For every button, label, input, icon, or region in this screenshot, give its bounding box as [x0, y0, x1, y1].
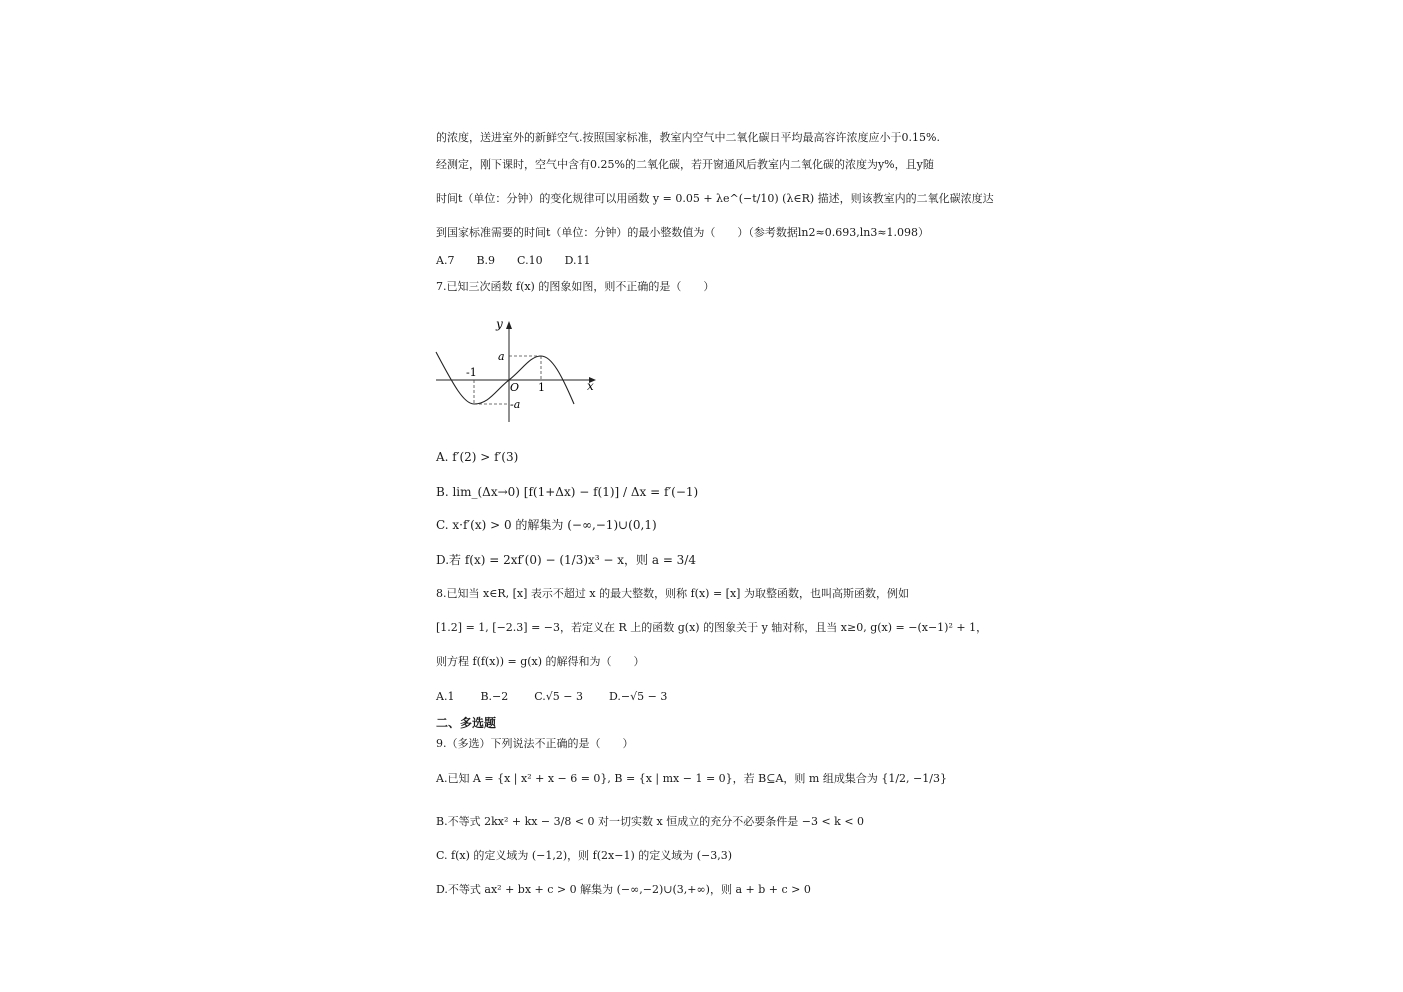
- label-y: y: [496, 317, 503, 331]
- label-neg-one: -1: [466, 366, 477, 379]
- q6-option-b: B.9: [476, 254, 496, 267]
- q8-option-c: C.√5 − 3: [534, 690, 583, 703]
- q7-option-b: B. lim_(Δx→0) [f(1+Δx) − f(1)] / Δx = f′(−1): [436, 485, 699, 499]
- q8-option-a: A.1: [436, 690, 455, 703]
- label-a: a: [498, 350, 505, 363]
- q6-line-2: 经测定，刚下课时，空气中含有0.25%的二氧化碳，若开窗通风后教室内二氧化碳的浓度为y%，且y随: [436, 158, 934, 171]
- q7-option-d: D.若 f(x) = 2xf′(0) − (1/3)x³ − x，则 a = 3/4: [436, 553, 696, 567]
- q6-line-3: 时间t（单位：分钟）的变化规律可以用函数 y = 0.05 + λe^(−t/10) (λ∈R) 描述，则该教室内的二氧化碳浓度达: [436, 192, 994, 205]
- q9-option-d: D.不等式 ax² + bx + c > 0 解集为 (−∞,−2)∪(3,+∞)，则 a + b + c > 0: [436, 883, 811, 896]
- y-axis-arrow: [506, 321, 512, 329]
- label-origin: O: [510, 381, 520, 394]
- q6-line-1: 的浓度，送进室外的新鲜空气.按照国家标准，教室内空气中二氧化碳日平均最高容许浓度应小于0.15%.: [436, 131, 940, 144]
- q6-line-4: 到国家标准需要的时间t（单位：分钟）的最小整数值为（ ）（参考数据ln2≈0.693,ln3≈1.098）: [436, 226, 930, 239]
- label-x: x: [587, 379, 594, 393]
- q9-stem: 9.（多选）下列说法不正确的是（ ）: [436, 737, 634, 750]
- q8-line-2: [1.2] = 1, [−2.3] = −3，若定义在 R 上的函数 g(x) 的图象关于 y 轴对称，且当 x≥0, g(x) = −(x−1)² + 1，: [436, 621, 988, 634]
- q9-option-b: B.不等式 2kx² + kx − 3/8 < 0 对一切实数 x 恒成立的充分不必要条件是 −3 < k < 0: [436, 815, 865, 828]
- label-neg-a: -a: [510, 398, 521, 411]
- q7-stem: 7.已知三次函数 f(x) 的图象如图，则不正确的是（ ）: [436, 280, 715, 293]
- q8-option-b: B.−2: [480, 690, 509, 703]
- q9-option-a: A.已知 A = {x | x² + x − 6 = 0}, B = {x | mx − 1 = 0}，若 B⊆A，则 m 组成集合为 {1/2, −1/3}: [436, 772, 947, 785]
- q7-option-a: A. f′(2) > f′(3): [436, 450, 519, 464]
- cubic-function-graph: [434, 316, 604, 426]
- cubic-curve: [436, 352, 574, 404]
- q7-option-c: C. x·f′(x) > 0 的解集为 (−∞,−1)∪(0,1): [436, 518, 657, 532]
- q9-option-c: C. f(x) 的定义域为 (−1,2)，则 f(2x−1) 的定义域为 (−3,3): [436, 849, 733, 862]
- q6-option-a: A.7: [436, 254, 455, 267]
- q6-option-d: D.11: [564, 254, 591, 267]
- q6-option-c: C.10: [517, 254, 543, 267]
- q8-line-3: 则方程 f(f(x)) = g(x) 的解得和为（ ）: [436, 655, 645, 668]
- q6-options: [436, 254, 613, 268]
- q8-option-d: D.−√5 − 3: [609, 690, 668, 703]
- section-heading-multi-choice: 二、多选题: [436, 716, 497, 730]
- label-one: 1: [538, 381, 545, 394]
- q8-line-1: 8.已知当 x∈R, [x] 表示不超过 x 的最大整数，则称 f(x) = [x] 为取整函数，也叫高斯函数，例如: [436, 587, 909, 600]
- q8-options: [436, 690, 693, 704]
